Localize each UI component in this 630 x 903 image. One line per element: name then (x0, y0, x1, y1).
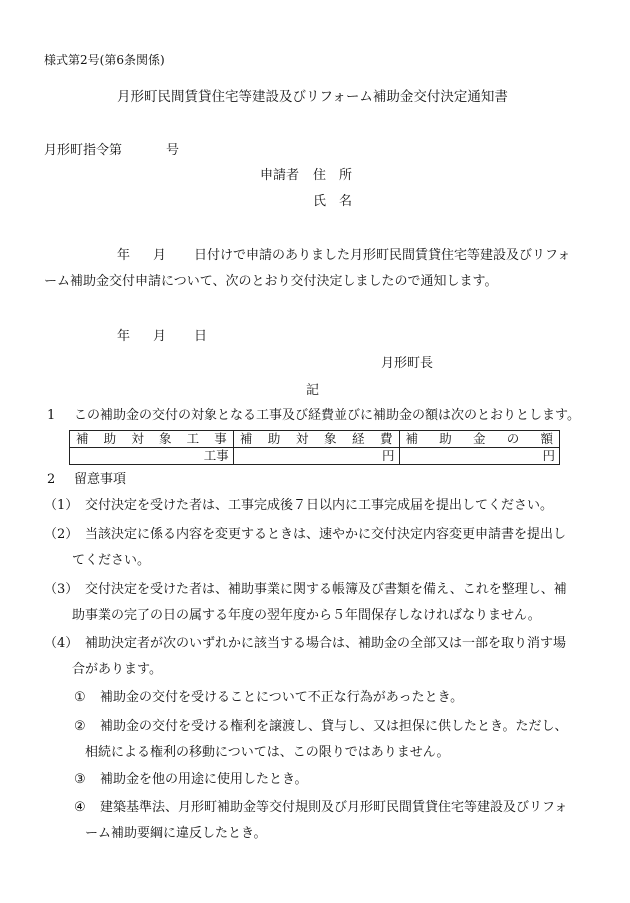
body-month: 月 (153, 248, 167, 263)
reference-suffix: 号 (166, 143, 180, 158)
table-cell-cost: 円 (233, 448, 399, 465)
section-2-title: 留意事項 (74, 472, 127, 487)
document-title: 月形町民間賃貸住宅等建設及びリフォーム補助金交付決定通知書 (117, 89, 508, 105)
subnote-line: 補助金を他の用途に使用したとき。 (100, 772, 308, 787)
section-1-text: この補助金の交付の対象となる工事及び経費並びに補助金の額は次のとおりとします。 (74, 408, 580, 423)
date-month: 月 (153, 329, 167, 344)
subnote-line: 建築基準法、月形町補助金等交付規則及び月形町民間賃貸住宅等建設及びリフォ (100, 800, 568, 815)
section-2-number: 2 (47, 472, 56, 487)
note-line: 当該決定に係る内容を変更するときは、速やかに交付決定内容変更申請書を提出し (85, 527, 567, 542)
subnote-line: ーム補助要綱に違反したとき。 (85, 826, 267, 841)
applicant-name-label: 氏 名 (313, 194, 353, 209)
note-line: 合があります。 (72, 662, 162, 677)
subnote-number: ③ (74, 772, 86, 787)
subnote-number: ① (74, 690, 86, 705)
subnote-line: 補助金の交付を受けることについて不正な行為があったとき。 (100, 690, 464, 705)
date-year: 年 (117, 329, 131, 344)
form-number: 様式第2号(第6条関係) (44, 53, 165, 67)
subnote-number: ② (74, 719, 86, 734)
table-header-cell: 補助金の額 (399, 431, 559, 448)
body-line-2: ーム補助金交付申請について、次のとおり交付決定しましたので通知します。 (44, 274, 498, 289)
table-row (70, 448, 560, 465)
table-cell-work: 工事 (70, 448, 234, 465)
note-line: 助事業の完了の日の属する年度の翌年度から５年間保存しなければなりません。 (72, 608, 541, 623)
body-year: 年 (117, 248, 131, 263)
note-number: （1） (44, 498, 79, 513)
subnote-line: 補助金の交付を受ける権利を譲渡し、貸与し、又は担保に供したとき。ただし、 (100, 719, 568, 734)
reference-prefix: 月形町指令第 (44, 143, 123, 158)
table-header-row (70, 431, 560, 448)
note-line: 交付決定を受けた者は、補助事業に関する帳簿及び書類を備え、これを整理し、補 (85, 582, 567, 597)
body-line-1: 日付けで申請のありました月形町民間賃貸住宅等建設及びリフォ (194, 248, 571, 263)
applicant-label: 申請者 (260, 168, 300, 183)
subnote-line: 相続による権利の移動については、この限りではありません。 (85, 745, 450, 760)
note-number: （2） (44, 527, 79, 542)
ki-mark: 記 (306, 383, 320, 398)
note-number: （4） (44, 636, 79, 651)
note-line: 交付決定を受けた者は、工事完成後７日以内に工事完成届を提出してください。 (85, 498, 554, 513)
table-header-cell: 補助対象工事 (70, 431, 234, 448)
note-line: てください。 (72, 553, 151, 568)
date-day: 日 (194, 329, 208, 344)
table-cell-amount: 円 (399, 448, 559, 465)
table-header-cell: 補助対象経費 (233, 431, 399, 448)
issuer-name: 月形町長 (381, 356, 434, 371)
applicant-address-label: 住 所 (313, 168, 353, 183)
section-1-number: 1 (47, 408, 56, 423)
subnote-number: ④ (74, 800, 86, 815)
note-number: （3） (44, 582, 79, 597)
note-line: 補助決定者が次のいずれかに該当する場合は、補助金の全部又は一部を取り消す場 (85, 636, 567, 651)
subsidy-table (69, 430, 560, 465)
